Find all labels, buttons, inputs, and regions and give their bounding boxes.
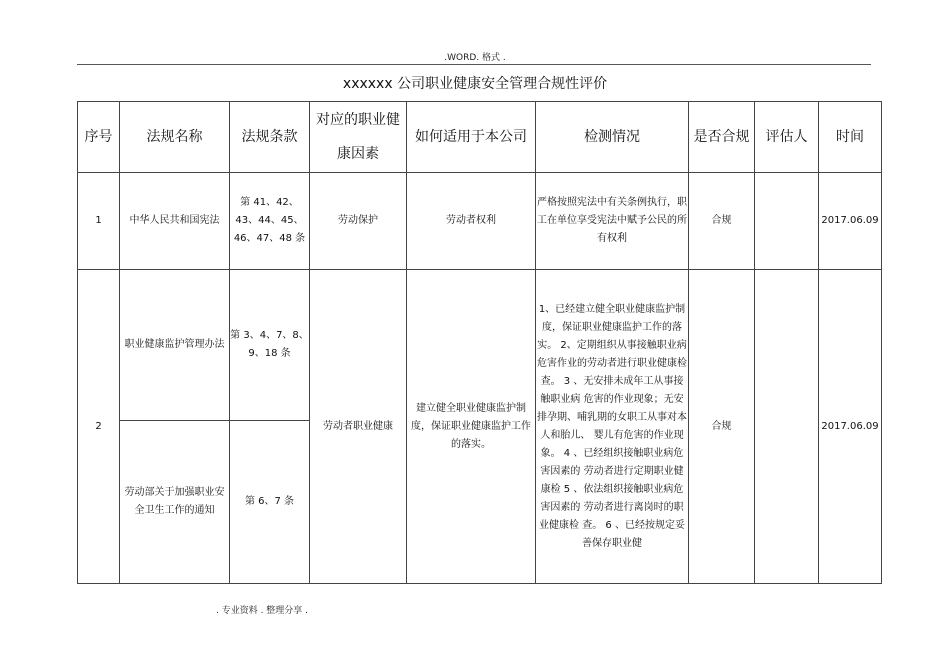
law-name-cell: 劳动部关于加强职业安全卫生工作的通知: [120, 421, 230, 584]
clauses-cell: 第 3、4、7、8、9、18 条: [230, 270, 310, 421]
time-cell: 2017.06.09: [819, 173, 882, 270]
clauses-cell: 第 6、7 条: [230, 421, 310, 584]
factor-cell: 劳动保护: [310, 173, 407, 270]
compliant-cell: 合规: [689, 270, 755, 584]
table-header-row: [78, 102, 882, 173]
assessor-cell: [755, 270, 819, 584]
header-divider: [77, 64, 871, 65]
detection-cell: 1、已经建立健全职业健康监护制度，保证职业健康监护工作的落实。 2、定期组织从事接触职业病危害作业的劳动者进行职业健康检查。 3 、无安排未成年工从事接触职业病 危害的作业现象；无安排孕期、哺乳期的女职工从事对本人和胎儿、 婴儿有危害的作业现象。 4 、已经组织接触职业病危害因素的 劳动者进行定期职业健康检 5 、依法组织接触职业病危害因素的 劳动者进行离岗时的职业健康检 查。 6 、已经按规定妥善保存职业健: [536, 270, 689, 584]
column-header-time: 时间: [819, 102, 882, 173]
row-seq: 2: [78, 270, 120, 584]
compliance-table: [77, 101, 882, 584]
law-name-cell: 职业健康监护管理办法: [120, 270, 230, 421]
assessor-cell: [755, 173, 819, 270]
clauses-cell: 第 41、42、43、44、45、46、47、48 条: [230, 173, 310, 270]
compliant-cell: 合规: [689, 173, 755, 270]
row-seq: 1: [78, 173, 120, 270]
column-header-clauses: 法规条款: [230, 102, 310, 173]
column-header-assessor: 评估人: [755, 102, 819, 173]
table-row: [78, 173, 882, 270]
factor-cell: 劳动者职业健康: [310, 270, 407, 584]
table-row: [78, 270, 882, 421]
time-cell: 2017.06.09: [819, 270, 882, 584]
page-header: .WORD. 格式 .: [444, 53, 506, 63]
law-name-cell: 中华人民共和国宪法: [120, 173, 230, 270]
application-cell: 建立健全职业健康监护制度，保证职业健康监护工作的落实。: [407, 270, 536, 584]
column-header-law-name: 法规名称: [120, 102, 230, 173]
column-header-compliant: 是否合规: [689, 102, 755, 173]
column-header-factor: 对应的职业健康因素: [310, 102, 407, 173]
document-title: xxxxxx 公司职业健康安全管理合规性评价: [342, 76, 608, 92]
application-cell: 劳动者权利: [407, 173, 536, 270]
page-footer: . 专业资料 . 整理分享 .: [216, 606, 309, 616]
detection-cell: 严格按照宪法中有关条例执行，职工在单位享受宪法中赋予公民的所有权利: [536, 173, 689, 270]
column-header-seq: 序号: [78, 102, 120, 173]
column-header-application: 如何适用于本公司: [407, 102, 536, 173]
column-header-detection: 检测情况: [536, 102, 689, 173]
